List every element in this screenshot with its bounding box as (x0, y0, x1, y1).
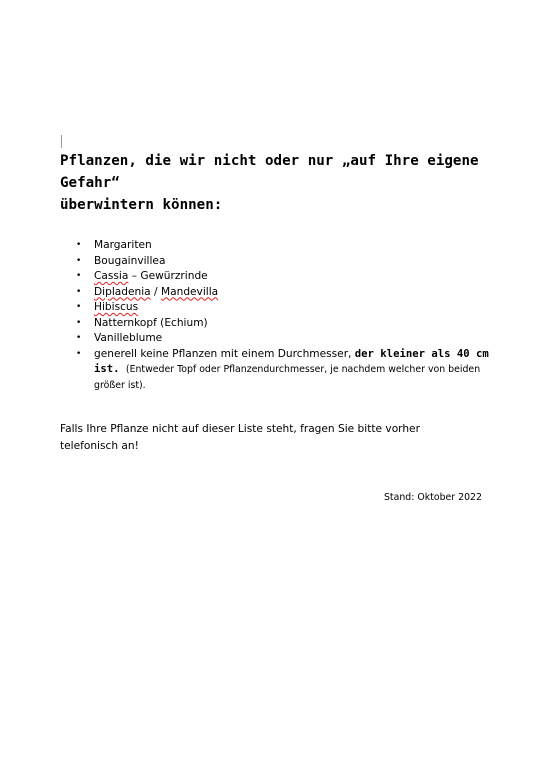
emphasis-text: der kleiner als 40 cm ist (94, 347, 489, 375)
spellcheck-word: Cassia (94, 270, 129, 282)
stand-date: Stand: Oktober 2022 (383, 492, 482, 503)
list-item (60, 269, 490, 285)
list-item (60, 347, 490, 394)
list-item-text: Natternkopf (Echium) (94, 316, 208, 329)
list-item (60, 254, 490, 270)
list-item (60, 300, 490, 316)
list-item-text: – Gewürzrinde (128, 270, 208, 282)
list-item-text: Margariten (94, 239, 152, 251)
bullet-icon: • (76, 240, 82, 250)
plant-list (60, 238, 490, 393)
bullet-icon: • (76, 348, 82, 359)
spellcheck-word: Mandevilla (160, 285, 219, 298)
bullet-icon: • (76, 317, 82, 328)
heading-line-2: überwintern können: (60, 197, 223, 213)
list-item (60, 316, 490, 332)
closing-paragraph: Falls Ihre Pflanze nicht auf dieser Liste steht, fragen Sie bitte vorher telefonisch an! (60, 423, 420, 452)
list-item-note: (Entweder Topf oder Pflanzendurchmesser, je nachdem welcher von beiden größer ist). (94, 364, 481, 391)
bullet-icon: • (76, 271, 82, 281)
bullet-icon: • (76, 333, 82, 343)
emphasis-period: . (113, 363, 126, 375)
list-item-text: Bougainvillea (94, 254, 166, 267)
page-heading (60, 150, 500, 216)
text-cursor-mark (61, 135, 62, 148)
list-item (60, 285, 490, 301)
bullet-icon: • (76, 286, 82, 297)
bullet-icon: • (76, 302, 82, 312)
list-item (60, 331, 490, 347)
list-item-text: generell keine Pflanzen mit einem Durchmesser, (94, 347, 355, 360)
list-item-text: / (150, 285, 161, 298)
list-item (60, 238, 490, 254)
spellcheck-word: Hibiscus (94, 301, 139, 313)
spellcheck-word: Dipladenia (94, 285, 151, 298)
bullet-icon: • (76, 255, 82, 266)
heading-line-1: Pflanzen, die wir nicht oder nur „auf Ihre eigene Gefahr“ (60, 153, 479, 191)
list-item-text: Vanilleblume (94, 332, 163, 344)
